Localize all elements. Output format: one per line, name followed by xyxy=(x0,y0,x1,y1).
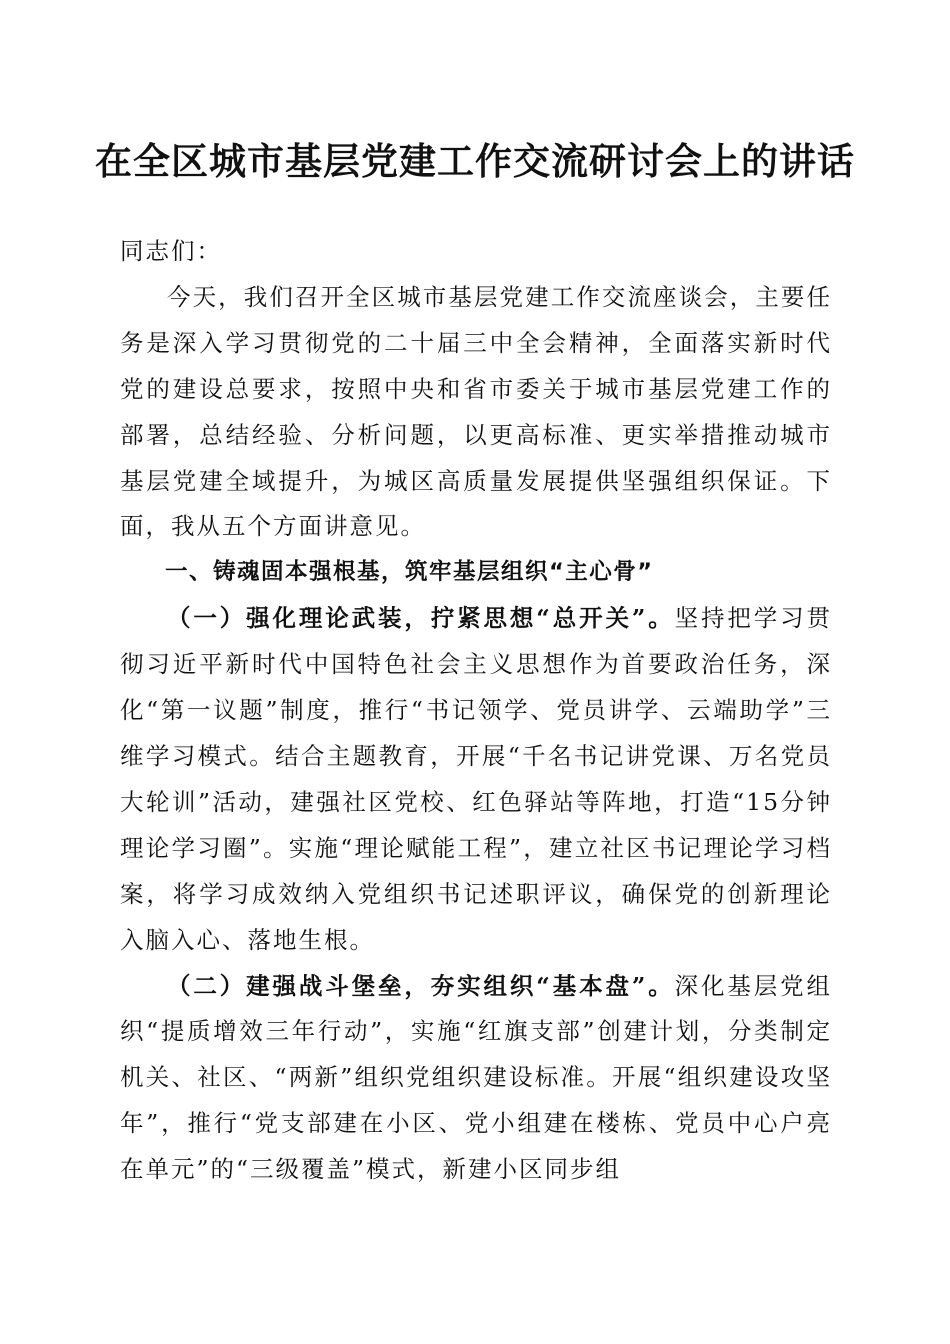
item-2-subheading: （二）建强战斗堡垒，夯实组织“基本盘”。 xyxy=(167,971,675,1000)
paragraph-item-1 xyxy=(120,596,832,963)
document-title: 在全区城市基层党建工作交流研讨会上的讲话 xyxy=(95,139,855,183)
item-2-text: 深化基层党组织“提质增效三年行动”，实施“红旗支部”创建计划，分类制定机关、社区、“两新”组织党组织建设标准。开展“组织建设攻坚年”，推行“党支部建在小区、党小组建在楼栋、党员中心户亮在单元”的“三级覆盖”模式，新建小区同步组 xyxy=(120,971,833,1184)
salutation: 同志们： xyxy=(120,237,222,265)
item-1-text: 坚持把学习贯彻习近平新时代中国特色社会主义思想作为首要政治任务，深化“第一议题”制度，推行“书记领学、党员讲学、云端助学”三维学习模式。结合主题教育，开展“千名书记讲党课、万名党员大轮训”活动，建强社区党校、红色驿站等阵地，打造“15分钟理论学习圈”。实施“理论赋能工程”，建立社区书记理论学习档案，将学习成效纳入党组织书记述职评议，确保党的创新理论入脑入心、落地生根。 xyxy=(120,604,833,954)
item-1-subheading: （一）强化理论武装，拧紧思想“总开关”。 xyxy=(167,604,675,633)
section-heading-1: 一、铸魂固本强根基，筑牢基层组织“主心骨” xyxy=(165,559,654,586)
intro-paragraph: 今天，我们召开全区城市基层党建工作交流座谈会，主要任务是深入学习贯彻党的二十届三中全会精神，全面落实新时代党的建设总要求，按照中央和省市委关于城市基层党建工作的部署，总结经验、分析问题，以更高标准、更实举措推动城市基层党建全域提升，为城区高质量发展提供坚强组织保证。下面，我从五个方面讲意见。 xyxy=(120,282,832,541)
document-body xyxy=(120,229,832,1193)
paragraph-item-2 xyxy=(120,964,832,1194)
